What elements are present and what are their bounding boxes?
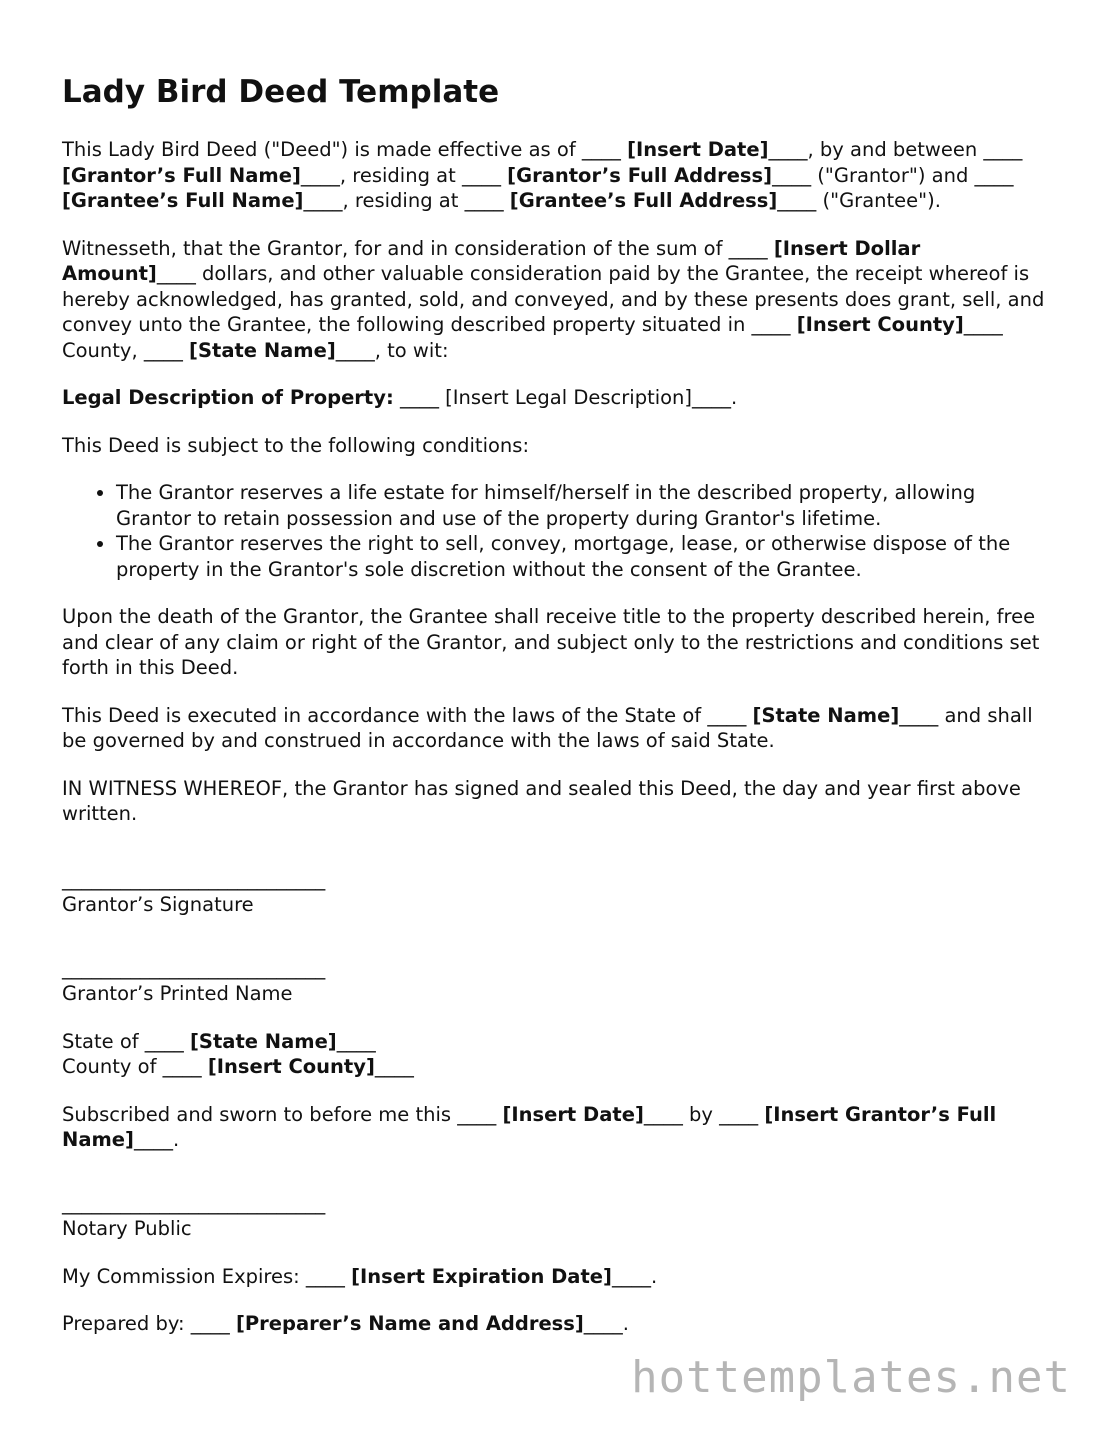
grantee-name-placeholder: [Grantee’s Full Name] bbox=[62, 189, 304, 213]
state-placeholder: [State Name] bbox=[752, 703, 900, 727]
governing-law-paragraph: This Deed is executed in accordance with the laws of the State of ____ [State Name]____ and shall be governed by and construed in accordance with the laws of said State. bbox=[62, 703, 1033, 753]
notary-signature-block bbox=[62, 1191, 1052, 1242]
grantor-name-placeholder: [Insert Grantor’s Full Name] bbox=[62, 1102, 997, 1152]
grantee-address-placeholder: [Grantee’s Full Address] bbox=[509, 189, 778, 213]
witnesseth-paragraph: Witnesseth, that the Grantor, for and in consideration of the sum of ____ [Insert Dollar Amount]____ dollars, and other valuable consideration paid by the Grantee, the receipt whereof is hereby acknowledged, has granted, sold, and conveyed, and by these presents does grant, sell, and convey unto the Grantee, the following described property situated in ____ [Insert County]____ County, ____ [State Name]____, to wit: bbox=[62, 236, 1045, 362]
state-placeholder: [State Name] bbox=[189, 338, 336, 362]
subscribed-sworn-paragraph: Subscribed and sworn to before me this ____ [Insert Date]____ by ____ [Insert Grantor’s Full Name]____. bbox=[62, 1102, 997, 1152]
grantor-signature-block bbox=[62, 867, 1052, 918]
legal-description-paragraph: Legal Description of Property: ____ [Insert Legal Description]____. bbox=[62, 386, 738, 410]
signature-line: ___________________________ bbox=[62, 867, 326, 891]
commission-expires-paragraph: My Commission Expires: ____ [Insert Expiration Date]____. bbox=[62, 1264, 658, 1288]
death-clause-paragraph: Upon the death of the Grantor, the Grantee shall receive title to the property described herein, free and clear of any claim or right of the Grantor, and subject only to the restrictions and conditions set forth in this Deed. bbox=[62, 605, 1040, 680]
county-line: County of ____ [Insert County]____ bbox=[62, 1055, 414, 1079]
dollar-amount-placeholder: [Insert Dollar Amount] bbox=[62, 236, 921, 286]
date-placeholder: [Insert Date] bbox=[627, 138, 769, 162]
expiration-date-placeholder: [Insert Expiration Date] bbox=[351, 1264, 612, 1288]
signature-line: ___________________________ bbox=[62, 956, 326, 980]
legal-description-label: Legal Description of Property: bbox=[62, 386, 394, 410]
state-county-block bbox=[62, 1029, 1052, 1080]
grantor-address-placeholder: [Grantor’s Full Address] bbox=[507, 163, 773, 187]
prepared-by-paragraph: Prepared by: ____ [Preparer’s Name and Address]____. bbox=[62, 1312, 629, 1336]
conditions-intro: This Deed is subject to the following conditions: bbox=[62, 433, 530, 457]
watermark: hottemplates.net bbox=[631, 1352, 1071, 1403]
notary-public-label: Notary Public bbox=[62, 1217, 192, 1241]
state-placeholder: [State Name] bbox=[190, 1029, 337, 1053]
grantor-signature-label: Grantor’s Signature bbox=[62, 893, 254, 917]
document-title: Lady Bird Deed Template bbox=[62, 74, 500, 110]
county-placeholder: [Insert County] bbox=[796, 313, 964, 337]
date-placeholder: [Insert Date] bbox=[502, 1102, 644, 1126]
document-page bbox=[62, 74, 1052, 1359]
grantor-printed-name-block bbox=[62, 956, 1052, 1007]
in-witness-paragraph: IN WITNESS WHEREOF, the Grantor has signed and sealed this Deed, the day and year first above written. bbox=[62, 776, 1021, 826]
grantor-name-placeholder: [Grantor’s Full Name] bbox=[62, 163, 301, 187]
state-line: State of ____ [State Name]____ bbox=[62, 1029, 376, 1053]
conditions-list bbox=[62, 480, 1052, 582]
parties-paragraph: This Lady Bird Deed ("Deed") is made effective as of ____ [Insert Date]____, by and between ____ [Grantor’s Full Name]____, residing at ____ [Grantor’s Full Address]____ ("Grantor") and ____ [Grantee’s Full Name]____, residing at ____ [Grantee’s Full Address]____ ("Grantee"). bbox=[62, 138, 1023, 213]
preparer-placeholder: [Preparer’s Name and Address] bbox=[235, 1312, 584, 1336]
grantor-printed-name-label: Grantor’s Printed Name bbox=[62, 982, 293, 1006]
list-item: • The Grantor reserves the right to sell, convey, mortgage, lease, or otherwise dispose of the property in the Grantor's sole discretion without the consent of the Grantee. bbox=[116, 531, 1052, 582]
signature-line: ___________________________ bbox=[62, 1191, 326, 1215]
list-item: • The Grantor reserves a life estate for himself/herself in the described property, allowing Grantor to retain possession and use of the property during Grantor's lifetime. bbox=[116, 480, 1052, 531]
county-placeholder: [Insert County] bbox=[207, 1055, 375, 1079]
